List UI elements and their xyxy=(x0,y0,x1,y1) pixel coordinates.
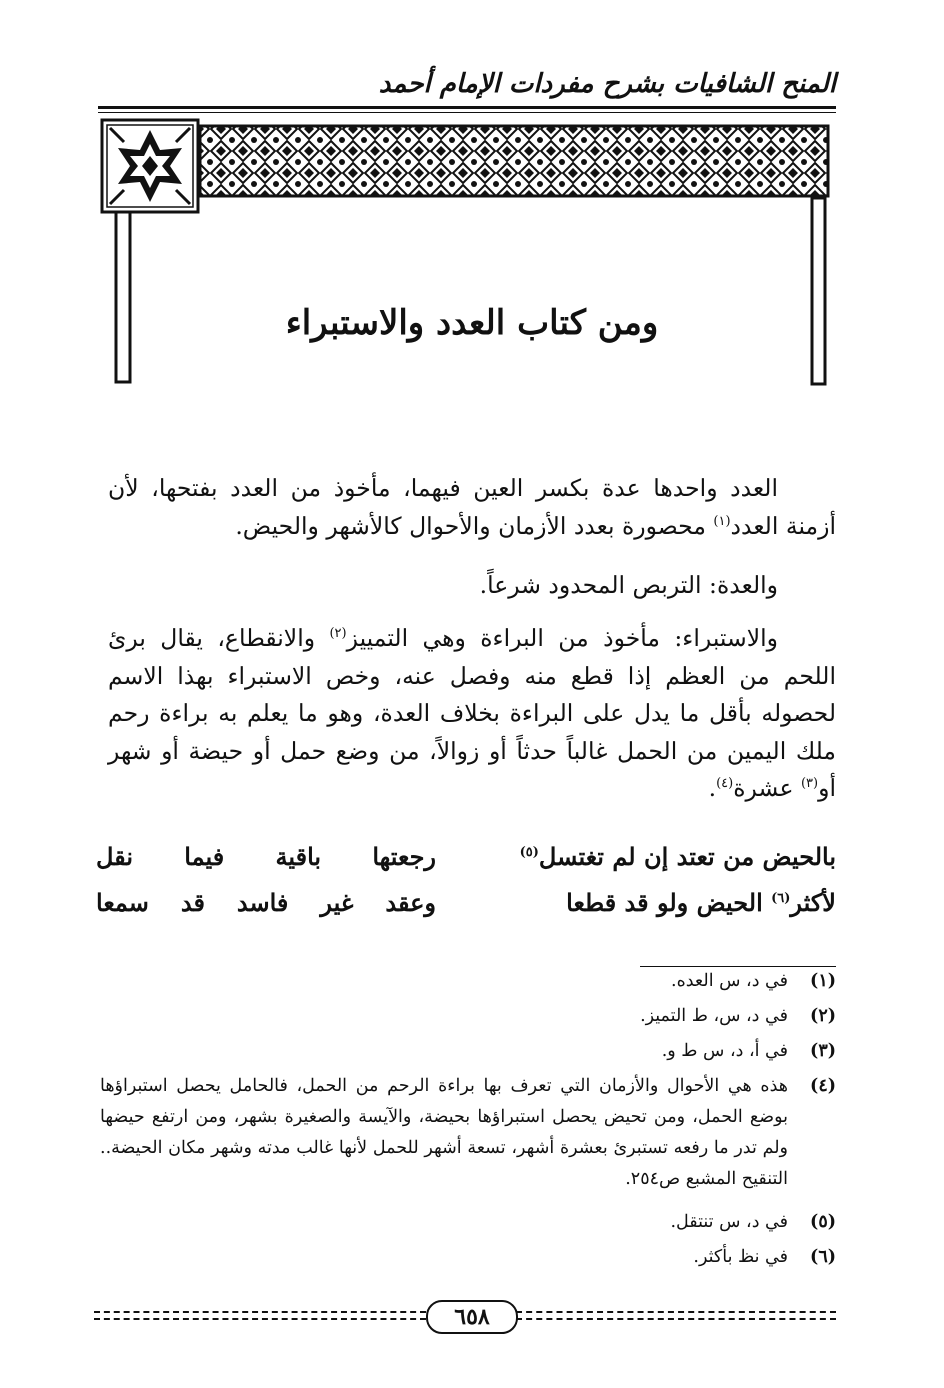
footnote-1-number: (١) xyxy=(810,971,836,991)
paragraph-3-text-d: . xyxy=(708,774,717,802)
footer-dash-left-2 xyxy=(94,1318,426,1320)
footnote-ref-2: (٢) xyxy=(329,626,347,642)
footer-dash-right xyxy=(516,1311,836,1313)
verse-1-first-hemistich xyxy=(496,834,836,880)
header-rule-thin xyxy=(98,112,836,113)
ornament-band xyxy=(200,126,828,196)
header-rule xyxy=(98,106,836,109)
corner-rosette xyxy=(102,120,198,212)
verse-2-first-hemistich xyxy=(496,880,836,926)
paragraph-3-text-c: عشرة xyxy=(733,774,801,802)
footnote-5-number: (٥) xyxy=(810,1212,836,1232)
footnote-ref-6: (٦) xyxy=(771,891,791,906)
footnote-1-text: في د، س العده. xyxy=(671,971,788,991)
verse-1-first-text: بالحيض من تعتد إن لم تغتسل xyxy=(538,842,836,871)
paragraph-2: والعدة: التربص المحدود شرعاً. xyxy=(479,571,778,599)
page-number: ٦٥٨ xyxy=(426,1300,518,1334)
frame-pillar-left xyxy=(116,212,130,382)
footnote-2-text: في د، س، ط التميز. xyxy=(640,1006,788,1026)
footnote-1 xyxy=(100,966,836,997)
footnote-ref-3: (٣) xyxy=(800,776,819,792)
footnote-ref-5: (٥) xyxy=(519,845,539,860)
chapter-title: ومن كتاب العدد والاستبراء xyxy=(285,303,659,343)
paragraph-1-text-a: العدد واحدها عدة بكسر العين فيهما، مأخوذ من العدد بفتحها، لأن أزمنة العدد xyxy=(108,474,836,540)
footnote-2 xyxy=(100,1001,836,1032)
paragraph-3-text-a: والاستبراء: مأخوذ من البراءة وهي التمييز xyxy=(346,624,778,652)
footnote-6 xyxy=(100,1242,836,1273)
verse-1-second-hemistich: رجعتها باقية فيما نقل xyxy=(96,842,436,871)
footnote-2-number: (٢) xyxy=(810,1006,836,1026)
footer-dash-left xyxy=(94,1311,426,1313)
footnote-4 xyxy=(100,1071,836,1195)
footnote-5-text: في د، س تنتقل. xyxy=(670,1212,788,1232)
paragraph-3-text-b: والانقطاع، يقال برئ اللحم من العظم إذا قطع منه وفصل عنه، وخص الاستبراء بهذا الاسم لحصوله بأقل ما يدل على البراءة بخلاف العدة، وهو ما يعلم به براءة رحم ملك اليمين من الحمل غالباً حدثاً أو زوالاً، من وضع حمل أو حيضة أو شهر أو xyxy=(108,624,836,802)
footnote-5 xyxy=(100,1207,836,1238)
verse-2-second-hemistich: وعقد غير فاسد قد سمعا xyxy=(96,888,436,917)
footnote-ref-1: (١) xyxy=(713,513,731,529)
footnote-6-text: في نظ بأكثر. xyxy=(693,1247,788,1267)
footer-dash-right-2 xyxy=(516,1318,836,1320)
paragraph-1-text-b: محصورة بعدد الأزمان والأحوال كالأشهر والحيض. xyxy=(235,511,714,540)
verse-2-first-text-b: الحيض ولو قد قطعا xyxy=(566,888,772,917)
running-header: المنح الشافيات بشرح مفردات الإمام أحمد xyxy=(378,69,836,99)
verse-2-first-text-a: لأكثر xyxy=(790,888,836,917)
footnote-3 xyxy=(100,1036,836,1067)
footnote-3-text: في أ، د، س ط و. xyxy=(661,1041,788,1061)
frame-pillar-right xyxy=(812,198,825,384)
footnote-3-number: (٣) xyxy=(810,1041,836,1061)
footnote-4-text: هذه هي الأحوال والأزمان التي تعرف بها براءة الرحم من الحمل، فالحامل يحصل استبراؤها بوضع الحمل، ومن تحيض يحصل استبراؤها بحيضة، والآيسة والصغيرة بشهر، ومن ارتفع حيضها ولم تدر ما رفعه تستبرئ بعشرة أشهر، تسعة أشهر للحمل لأنها غالب مدته وشهر مكان الحيضة.. التنقيح المشبع ص٢٥٤. xyxy=(100,1076,788,1189)
footnote-ref-4: (٤) xyxy=(716,776,734,792)
footnote-6-number: (٦) xyxy=(810,1247,836,1267)
footnote-4-number: (٤) xyxy=(810,1076,836,1096)
paragraph-3 xyxy=(108,620,836,808)
paragraph-1 xyxy=(108,470,836,545)
